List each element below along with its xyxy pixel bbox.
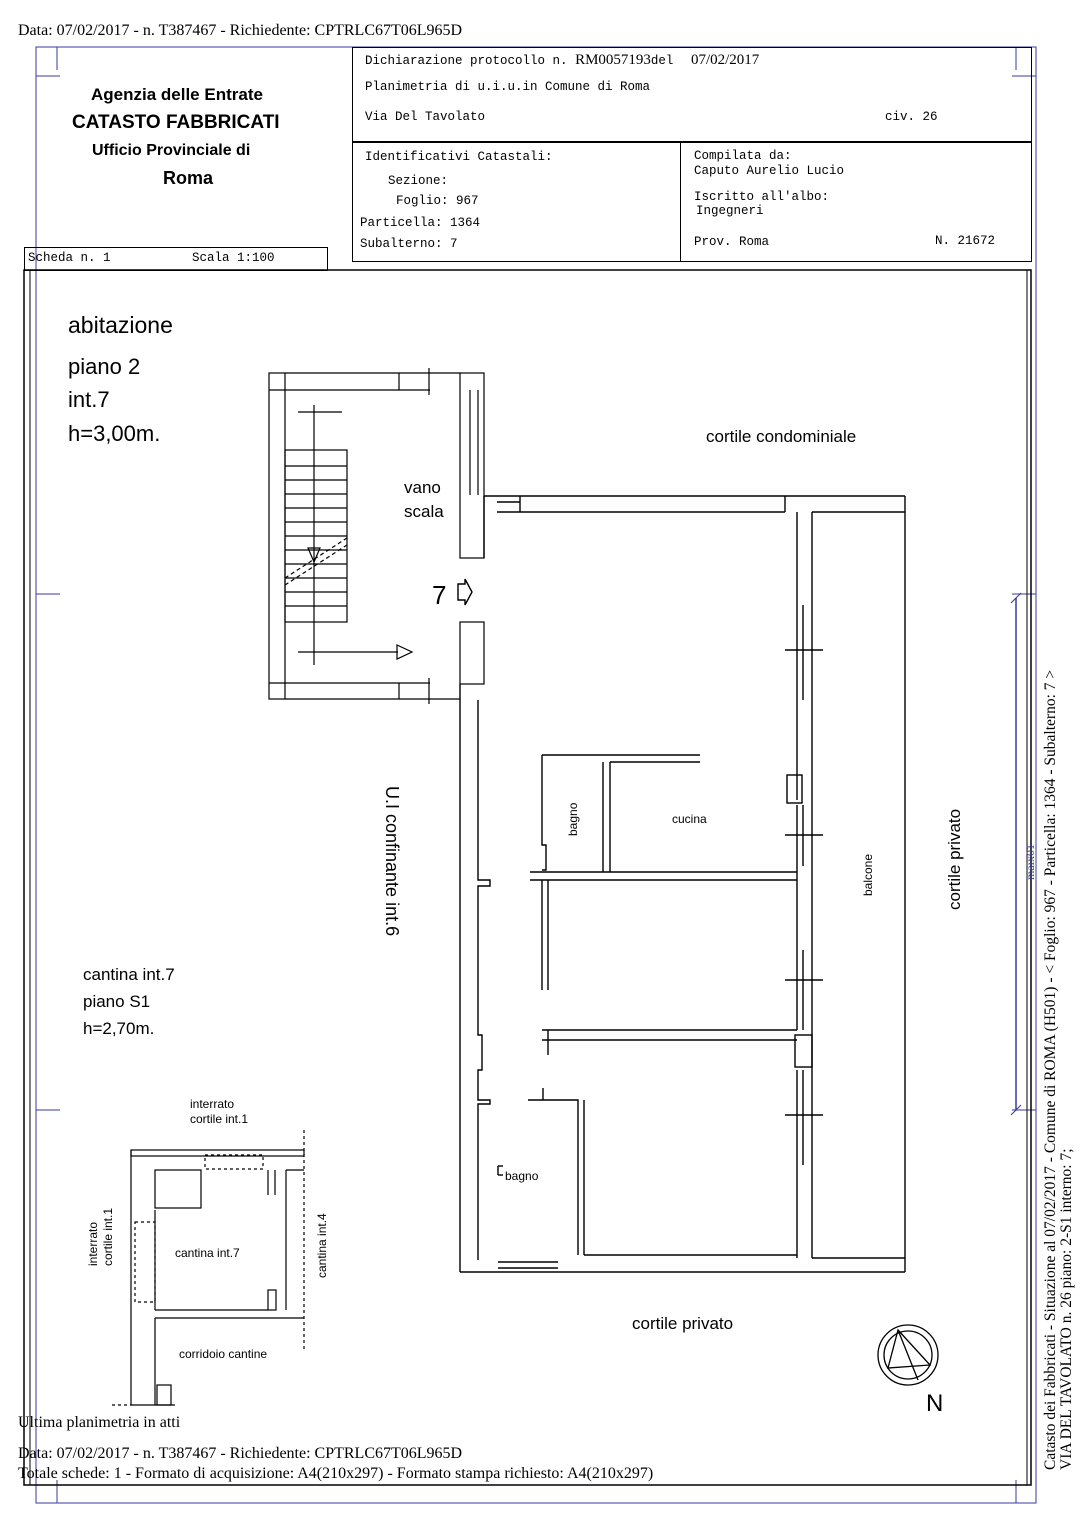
protocol-date: 07/02/2017 [690,52,760,68]
planimetria-line: Planimetria di u.i.u.in Comune di Roma [365,80,651,94]
interrato-top-2: cortile int.1 [190,1112,249,1126]
agency-name: Agenzia delle Entrate [91,85,263,104]
header-data-line: Data: 07/02/2017 - n. T387467 - Richiedente: CPTRLC67T06L965D [18,22,463,39]
footer-data-line: Data: 07/02/2017 - n. T387467 - Richiedente: CPTRLC67T06L965D [18,1445,463,1462]
particella-value: Particella: 1364 [360,216,481,230]
iscritto-value: Ingegneri [696,204,764,218]
ufficio-city: Roma [163,168,214,188]
cortile-privato-right-label: cortile privato [945,808,964,910]
cantina-altezza: h=2,70m. [83,1019,155,1038]
apartment-walls [458,496,905,1272]
main-frame [24,270,1031,1485]
protocol-label: Dichiarazione protocollo n. [365,54,568,68]
ufficio-label: Ufficio Provinciale di [92,142,251,159]
prov-label: Prov. Roma [694,235,770,249]
iscritto-label: Iscritto all'albo: [694,190,830,204]
side-text-line2: VIA DEL TAVOLATO n. 26 piano: 2-S1 interno: 7; [1058,1148,1075,1470]
catastal-divider [680,142,681,262]
civic-number: civ. 26 [885,110,938,124]
compilata-label: Compilata da: [694,149,792,163]
north-compass [878,1325,938,1385]
cucina-label: cucina [672,812,707,826]
scheda-label: Scheda n. 1 [28,251,111,265]
corridoio-label: corridoio cantine [179,1347,268,1361]
subalterno-value: Subalterno: 7 [360,237,458,251]
side-text-line1: Catasto dei Fabbricati - Situazione al 07/02/2017 - Comune di ROMA (H501) - < Foglio: 967 - Particella: 1364 - Subalterno: 7 > [1042,669,1059,1470]
cortile-condominiale-label: cortile condominiale [706,427,857,446]
street-name: Via Del Tavolato [365,110,486,124]
interno-label: int.7 [68,387,110,412]
cortile-privato-bottom-label: cortile privato [632,1314,734,1333]
staircase [269,368,484,704]
protocol-del: del [650,54,674,68]
stamp-text: maix01 [1023,844,1037,880]
footer-totale-line: Totale schede: 1 - Formato di acquisizione: A4(210x297) - Formato stampa richiesto: A4(210x297) [18,1465,654,1482]
unit-number: 7 [432,580,447,610]
cantina-piano: piano S1 [83,992,151,1011]
piano-label: piano 2 [68,354,141,379]
confinante-label: U.I confinante int.6 [382,786,402,937]
sezione-label: Sezione: [388,174,449,188]
protocol-number: RM0057193 [575,52,651,68]
north-label: N [926,1390,944,1417]
protocol-line [365,52,759,69]
bagno-bottom-label: bagno [505,1169,539,1183]
scala-room-label: scala [404,502,444,521]
foglio-value: Foglio: 967 [396,194,479,208]
interrato-left-2: cortile int.1 [101,1207,115,1266]
cantina-walls [112,1130,304,1405]
albo-number: N. 21672 [935,234,996,248]
identificativi-title: Identificativi Catastali: [365,150,553,164]
catasto-title: CATASTO FABBRICATI [72,112,280,133]
cantina-int4-label: cantina int.4 [315,1213,329,1278]
altezza-label: h=3,00m. [68,421,161,446]
balcone-label: balcone [861,853,875,896]
interrato-top-1: interrato [190,1097,235,1111]
cantina-title: cantina int.7 [83,965,175,984]
bagno-top-label: bagno [566,802,580,836]
scala-label: Scala 1:100 [192,251,275,265]
vano-label: vano [404,478,441,497]
compilata-name: Caputo Aurelio Lucio [694,164,845,178]
ultima-planimetria: Ultima planimetria in atti [18,1414,181,1431]
abitazione-label: abitazione [68,312,173,338]
cantina-room-label: cantina int.7 [175,1246,240,1260]
interrato-left-1: interrato [86,1221,100,1266]
